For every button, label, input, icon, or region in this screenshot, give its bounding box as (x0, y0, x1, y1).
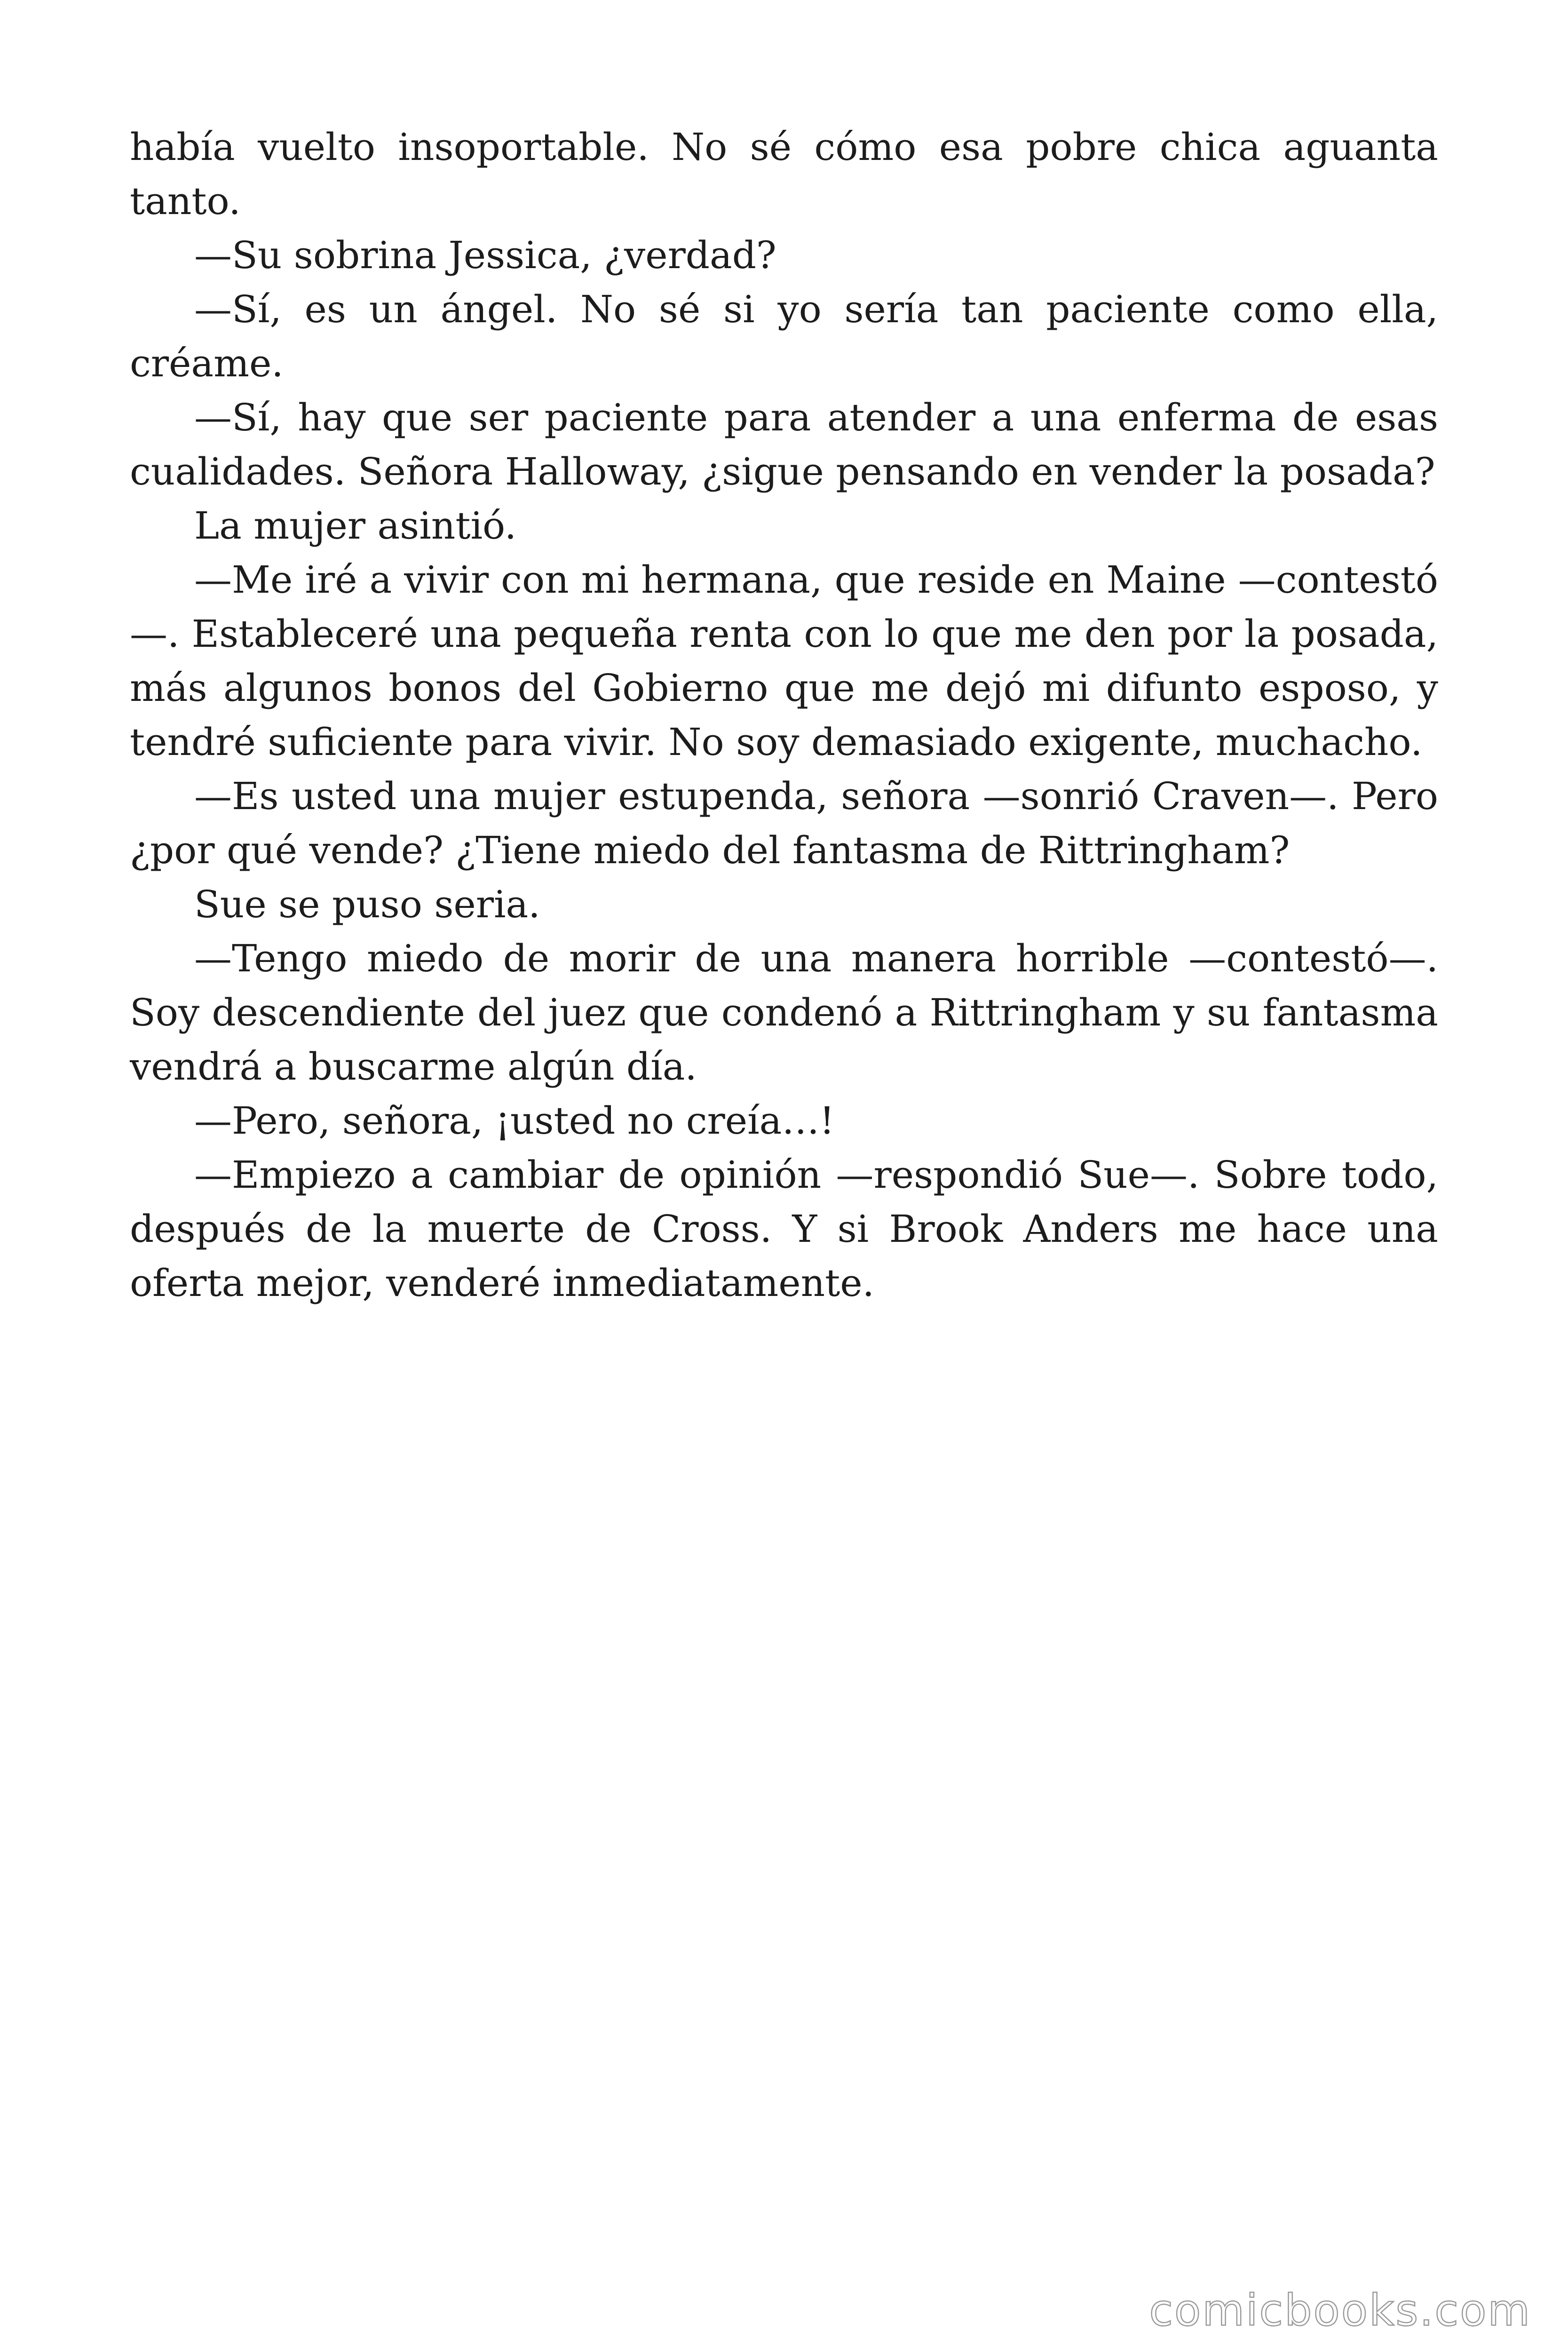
paragraph: —Su sobrina Jessica, ¿verdad? (194, 233, 776, 277)
paragraph: había vuelto insoportable. No sé cómo esa pobre chica aguanta tanto. (130, 125, 1438, 223)
paragraph: —Tengo miedo de morir de una manera horrible —contestó—. Soy descendiente del juez que condenó a Rittringham y su fantasma vendrá a buscarme algún día. (130, 937, 1438, 1089)
paragraph: —Empiezo a cambiar de opinión —respondió Sue—. Sobre todo, después de la muerte de Cross. Y si Brook Anders me hace una oferta mejor, venderé inmediatamente. (130, 1153, 1438, 1305)
paragraph: —Es usted una mujer estupenda, señora —sonrió Craven—. Pero ¿por qué vende? ¿Tiene miedo del fantasma de Rittringham? (130, 774, 1438, 872)
paragraph: —Sí, hay que ser paciente para atender a una enferma de esas cualidades. Señora Halloway, ¿sigue pensando en vender la posada? (130, 396, 1438, 493)
paragraph: —Pero, señora, ¡usted no creía…! (194, 1099, 835, 1143)
paragraph: —Sí, es un ángel. No sé si yo sería tan paciente como ella, créame. (130, 287, 1438, 385)
paragraph: —Me iré a vivir con mi hermana, que reside en Maine —contestó—. Estableceré una pequeña renta con lo que me den por la posada, más algunos bonos del Gobierno que me dejó mi difunto esposo, y tendré suficiente para vivir. No soy demasiado exigente, muchacho. (130, 558, 1438, 764)
paragraph: Sue se puso seria. (194, 882, 540, 926)
body-text (130, 120, 1438, 1310)
paragraph: La mujer asintió. (194, 504, 517, 548)
watermark: comicbooks.com (1149, 2285, 1531, 2336)
